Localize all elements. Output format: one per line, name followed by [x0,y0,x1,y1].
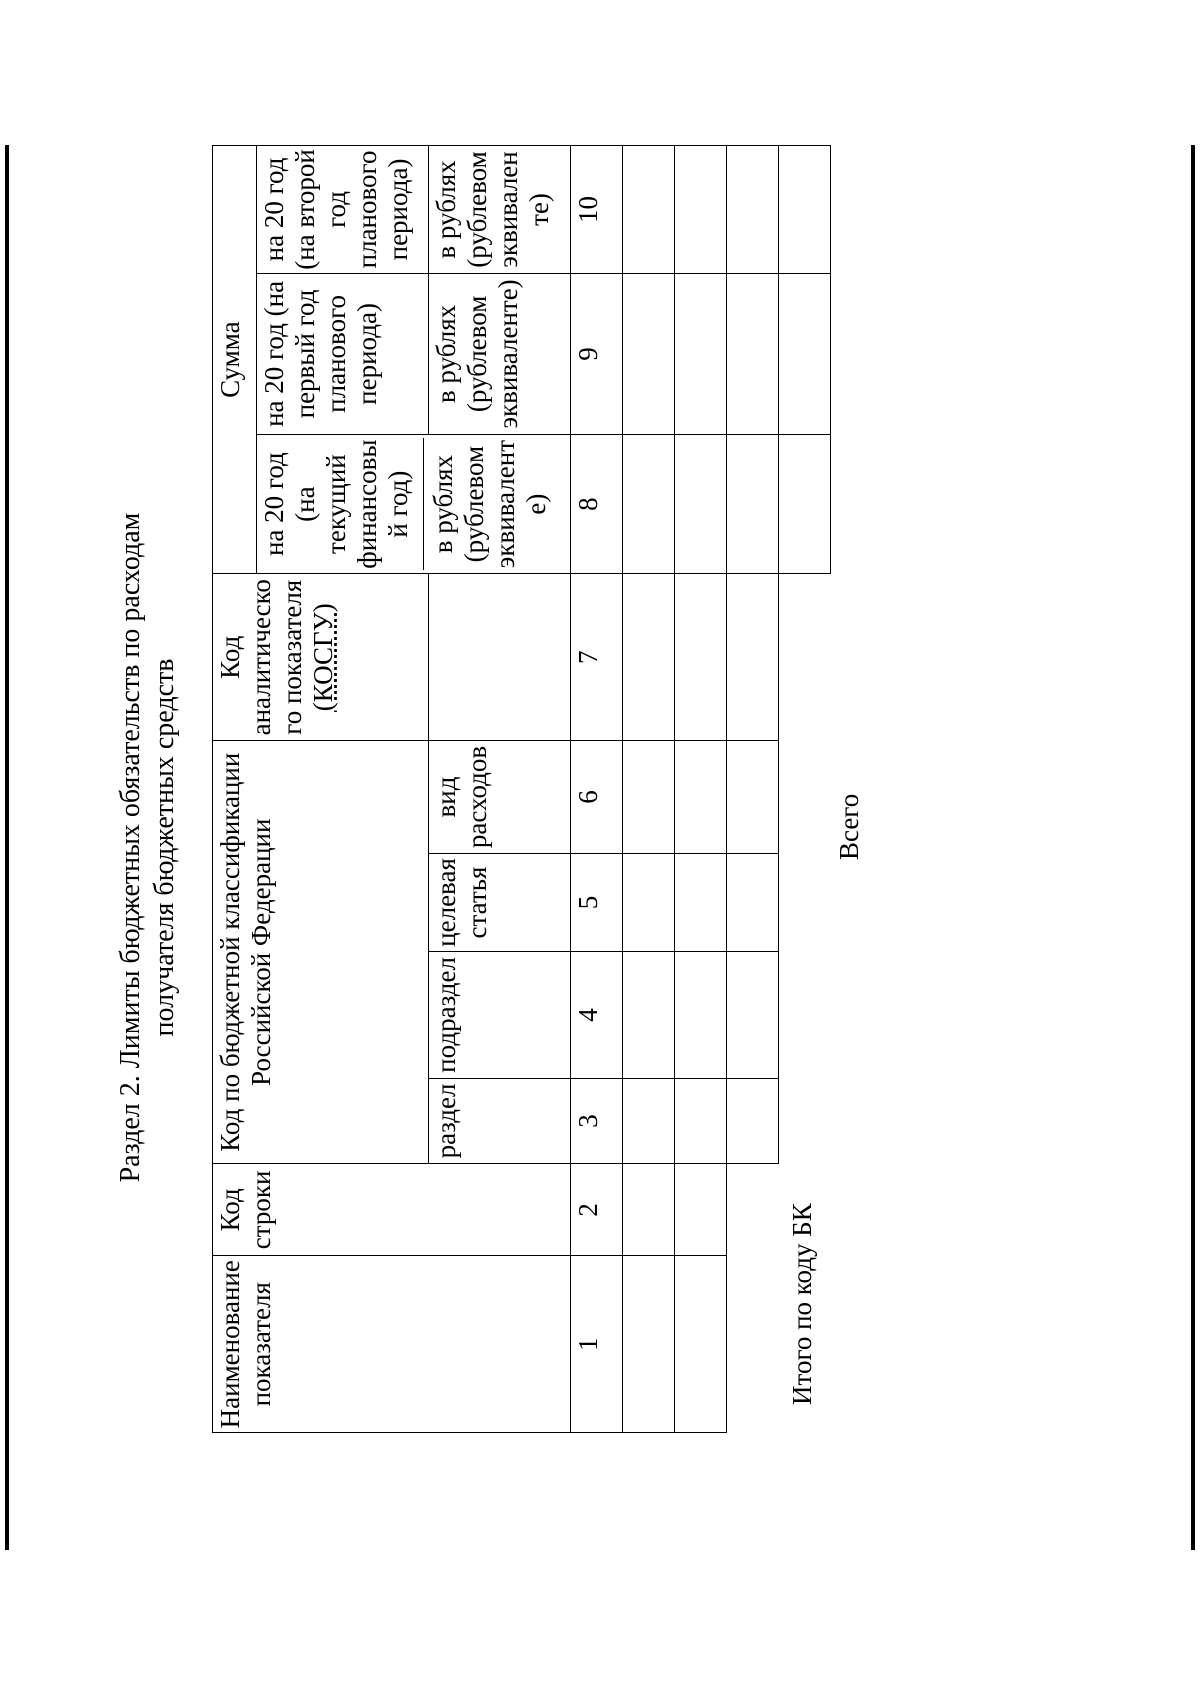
total-all-label: Всего [834,793,864,860]
cell[interactable] [623,853,675,951]
header-section: раздел [429,1078,571,1164]
header-year-plan2: на 20 год (на второй год планового периода) [257,146,429,274]
cell[interactable] [675,1256,727,1433]
cell[interactable] [623,146,675,274]
kosgu-link[interactable]: (КОСГУ) [308,603,338,712]
header-unit-plan1: в рублях (рублевом эквиваленте) [429,273,571,434]
table-row [623,146,675,1433]
col-num-1: 1 [571,1256,623,1433]
cell[interactable] [727,273,779,434]
header-bk-code: Код по бюджетной классификации Российской Федерации [213,741,429,1164]
header-kosgu-text: Код аналитическо го показателя [215,579,307,736]
cell[interactable] [623,741,675,854]
col-num-5: 5 [571,853,623,951]
total-bk-label: Итого по коду БК [787,1203,817,1405]
cell[interactable] [779,146,831,274]
cell[interactable] [623,574,675,741]
header-year-plan1: на 20 год (на первый год планового периода) [257,273,429,434]
header-exp-type: вид расходов [429,741,571,854]
col-num-2: 2 [571,1164,623,1256]
limits-table [212,145,831,1433]
header-unit-plan2: в рублях (рублевом эквивален те) [429,146,571,274]
col-num-9: 9 [571,273,623,434]
cell[interactable] [675,273,727,434]
cell[interactable] [675,434,727,573]
cell[interactable] [623,1164,675,1256]
header-kosgu-units [429,574,571,741]
cell[interactable] [675,1078,727,1164]
col-num-10: 10 [571,146,623,274]
header-kosgu [213,574,429,741]
col-num-4: 4 [571,952,623,1078]
cell[interactable] [675,1164,727,1256]
cell[interactable] [623,434,675,573]
header-year-current [257,434,571,573]
cell[interactable] [779,434,831,573]
section-subtitle: получателя бюджетных средств [149,658,180,1037]
cell[interactable] [623,273,675,434]
cell[interactable] [675,741,727,854]
cell[interactable] [675,853,727,951]
total-bk-spacer [727,1164,779,1433]
cell[interactable] [623,952,675,1078]
section-title: Раздел 2. Лимиты бюджетных обязательств по расходам [115,512,146,1183]
cell[interactable] [675,952,727,1078]
cell[interactable] [727,146,779,274]
cell[interactable] [727,434,779,573]
cell[interactable] [727,1078,779,1164]
cell[interactable] [675,146,727,274]
header-target: целевая статья [429,853,571,951]
cell[interactable] [727,952,779,1078]
cell[interactable] [727,741,779,854]
col-num-8: 8 [571,434,623,573]
header-year-current-text: на 20 год (на текущий финансовы й год) [259,439,413,569]
table-row [675,146,727,1433]
cell[interactable] [623,1256,675,1433]
cell[interactable] [623,1078,675,1164]
header-sum: Сумма [213,146,257,574]
col-num-7: 7 [571,574,623,741]
cell[interactable] [675,574,727,741]
col-num-6: 6 [571,741,623,854]
col-num-3: 3 [571,1078,623,1164]
rotated-page [0,145,1200,1550]
header-name: Наименование показателя [213,1256,571,1433]
cell[interactable] [727,853,779,951]
header-subsection: подраздел [429,952,571,1078]
header-unit-current: в рублях (рублевом эквивалент е) [423,438,552,570]
cell[interactable] [779,273,831,434]
total-bk-row [727,146,779,1433]
header-row-code: Код строки [213,1164,571,1256]
cell[interactable] [727,574,779,741]
